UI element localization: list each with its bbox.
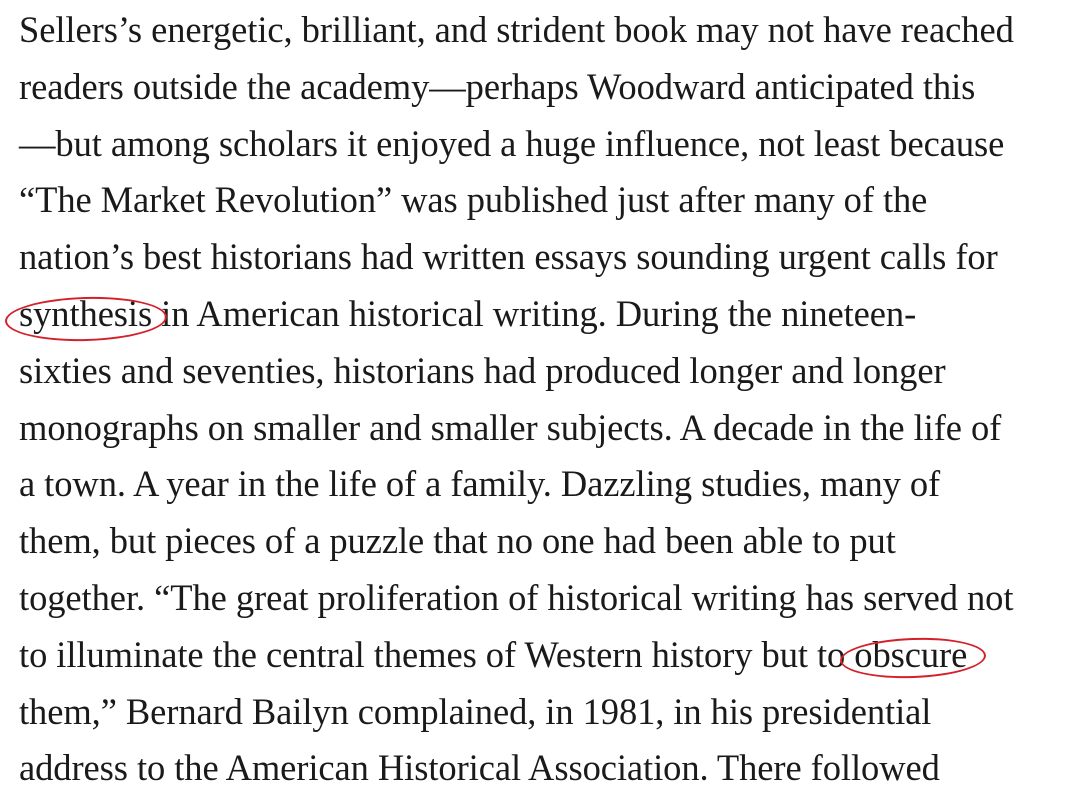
text-line-7: sixties and seventies, historians had produced longer and longer bbox=[19, 349, 946, 391]
text-line-14: address to the American Historical Association. There followed bbox=[19, 747, 940, 789]
text-line-10: them, but pieces of a puzzle that no one had been able to put bbox=[19, 520, 896, 562]
text-line-4: “The Market Revolution” was published just after many of the bbox=[19, 179, 928, 221]
text-line-6-after: in American historical writing. During the nineteen- bbox=[152, 292, 917, 334]
text-line-11: together. “The great proliferation of historical writing has served not bbox=[19, 576, 1014, 618]
text-line-2: readers outside the academy—perhaps Woodward anticipated this bbox=[19, 65, 976, 107]
article-paragraph bbox=[19, 0, 1079, 795]
text-line-6 bbox=[19, 286, 1079, 343]
text-line-8: monographs on smaller and smaller subjects. A decade in the life of bbox=[19, 406, 1002, 448]
circled-word-obscure bbox=[854, 627, 967, 684]
text-line-1: Sellers’s energetic, brilliant, and strident book may not have reached bbox=[19, 9, 1014, 50]
text-line-3: —but among scholars it enjoyed a huge influence, not least because bbox=[19, 122, 1005, 164]
circled-word-synthesis-text: synthesis bbox=[19, 292, 153, 334]
circled-word-obscure-text: obscure bbox=[854, 633, 968, 675]
text-line-13: them,” Bernard Bailyn complained, in 1981, in his presidential bbox=[19, 690, 932, 732]
text-line-9: a town. A year in the life of a family. Dazzling studies, many of bbox=[19, 463, 941, 505]
text-line-5: nation’s best historians had written essays sounding urgent calls for bbox=[19, 236, 998, 278]
circled-word-synthesis bbox=[19, 286, 152, 343]
text-line-12-before: to illuminate the central themes of Western history but to bbox=[19, 633, 855, 675]
text-line-12 bbox=[19, 627, 1079, 684]
